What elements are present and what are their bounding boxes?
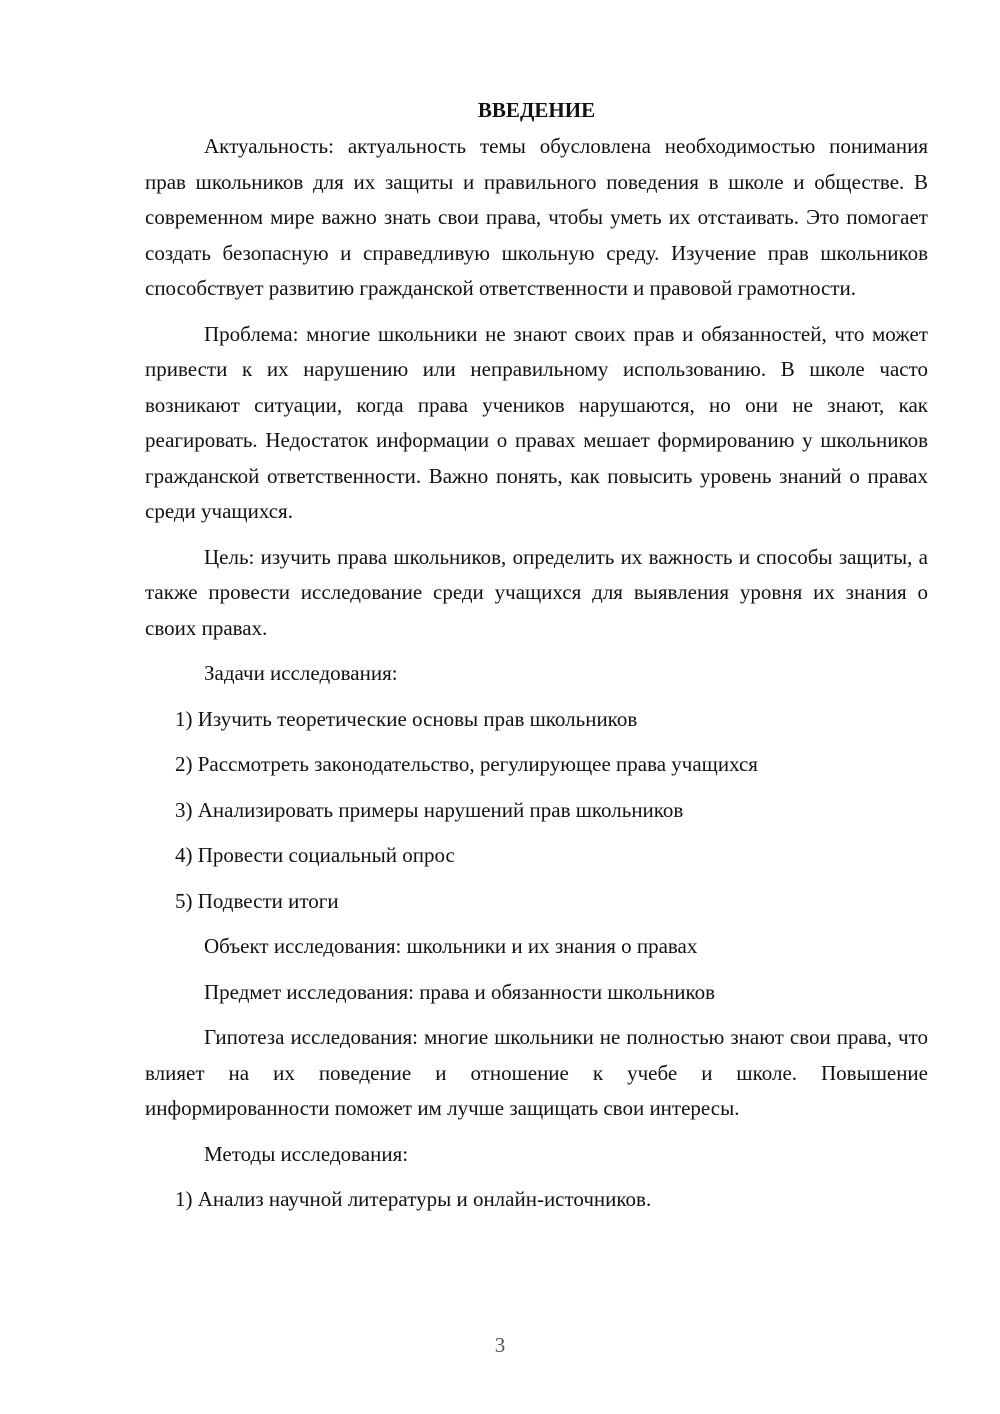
page-number: 3 [494,1333,506,1357]
task-item-3: 3) Анализировать примеры нарушений прав школьников [175,797,684,822]
hypothesis-paragraph: Гипотеза исследования: многие школьники не полностью знают свои права, что влияет на их поведение и отношение к учебе и школе. Повышение информированности поможет им лучше защищать свои интересы. [145,1025,928,1120]
relevance-paragraph: Актуальность: актуальность темы обусловлена необходимостью понимания прав школьников для их защиты и правильного поведения в школе и обществе. В современном мире важно знать свои права, чтобы уметь их отстаивать. Это помогает создать безопасную и справедливую школьную среду. Изучение прав школьников способствует развитию гражданской ответственности и правовой грамотности. [145,134,928,300]
problem-paragraph: Проблема: многие школьники не знают своих прав и обязанностей, что может привести к их нарушению или неправильному использованию. В школе часто возникают ситуации, когда права учеников нарушаются, но они не знают, как реагировать. Недостаток информации о правах мешает формированию у школьников гражданской ответственности. Важно понять, как повысить уровень знаний о правах среди учащихся. [145,321,928,523]
task-item-1: 1) Изучить теоретические основы прав школьников [175,706,638,731]
research-subject: Предмет исследования: права и обязанности школьников [204,979,715,1004]
goal-paragraph: Цель: изучить права школьников, определить их важность и способы защиты, а также провести исследование среди учащихся для выявления уровня их знания о своих правах. [145,544,928,640]
tasks-heading: Задачи исследования: [204,661,398,685]
method-item-1: 1) Анализ научной литературы и онлайн-источников. [175,1187,652,1211]
methods-heading: Методы исследования: [204,1141,409,1166]
section-title: ВВЕДЕНИЕ [477,98,596,122]
research-object: Объект исследования: школьники и их знания о правах [204,934,698,958]
page-content [145,93,928,1228]
task-item-5: 5) Подвести итоги [175,888,339,913]
task-item-4: 4) Провести социальный опрос [175,843,455,867]
task-item-2: 2) Рассмотреть законодательство, регулирующее права учащихся [175,752,758,776]
